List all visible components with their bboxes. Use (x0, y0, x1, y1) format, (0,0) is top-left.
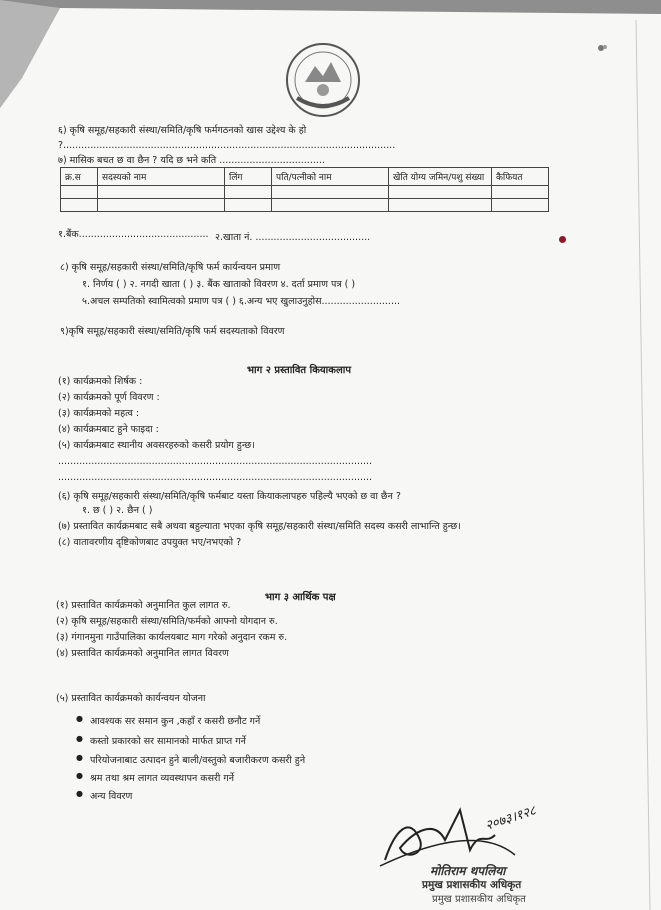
s3-item-4: (४) प्रस्तावित कार्यक्रमको अनुमानित लागत विवरण (56, 648, 229, 659)
bank-field: १.बैंक........................................... (58, 229, 209, 240)
s3-item-3: (३) गंगानमुना गाउँपालिका कार्यलयबाट माग गरेको अनुदान रकम रु. (56, 632, 288, 643)
s2-item-5: (५) कार्यक्रमबाट स्थानीय अवसरहरुको कसरी प्रयोग हुन्छ। (58, 440, 255, 451)
table-row (61, 199, 549, 212)
stamp-title: प्रमुख प्रशासकीय अधिकृत (422, 879, 522, 891)
question-8-options-1: १. निर्णय ( ) २. नगदी खाता ( ) ३. बैंक खाताको विवरण ४. दर्ता प्रमाण पत्र ( ) (82, 279, 356, 290)
question-9: ९)कृषि समूह/सहकारी संस्था/समिति/कृषि फर्म सदस्यताको विवरण (60, 326, 285, 337)
account-number-field: २.खाता नं. ...................................... (215, 232, 371, 243)
plan-bullet: ● श्रम तथा श्रम लागत व्यवस्थापन कसरी गर्ने (90, 771, 234, 784)
s2-item-1: (१) कार्यक्रमको शिर्षक : (58, 376, 143, 387)
s2-question-6: (६) कृषि समूह/सहकारी संस्था/समिति/कृषि फर्मबाट यस्ता कियाकलापहरु पहिल्यै भएको छ वा छैन ? (58, 491, 401, 502)
table-row (61, 186, 549, 199)
handwritten-signature (375, 800, 565, 870)
col-member-name: सदस्यको नाम (98, 168, 225, 186)
stamp-name: मोतिराम थपलिया (430, 864, 506, 878)
question-7: ७) मासिक बचत छ वा छैन ? यदि छ भने कति ................................... (58, 155, 325, 166)
question-8-options-2: ५.अचल सम्पतिको स्वामित्वको प्रमाण पत्र ( ) ६.अन्य भए खुलाउनुहोस.......................... (82, 296, 401, 307)
section-3-heading: भाग ३ आर्थिक पक्ष (265, 592, 336, 603)
plan-bullet: ● आवश्यक सर समान कुन ,कहाँ र कसरी छनौट गर्ने (90, 714, 260, 727)
s2-question-7: (७) प्रस्तावित कार्यक्रमबाट सबै अथवा बहुल्याता भएका कृषि समूह/सहकारी संस्था/समिति सदस्य कसरी लाभान्ति हुन्छ। (58, 521, 461, 532)
municipality-seal-logo (283, 40, 363, 120)
signature-date: २०७३।१२८ (483, 803, 538, 834)
member-table (60, 167, 549, 212)
question-6-answer-line: ?.............................................................................................................. (58, 140, 396, 151)
col-remarks: कैफियत (492, 168, 549, 186)
s3-question-5: (५) प्रस्तावित कार्यक्रमको कार्यन्वयन योजना (56, 693, 206, 704)
plan-bullet: ● कस्तो प्रकारको सर सामानको मार्फत प्राप्त गर्ने (90, 734, 246, 747)
table-header-row (61, 168, 549, 186)
plan-bullet: ● परियोजनाबाट उत्पादन हुने बाली/वस्तुको बजारीकरण कसरी हुने (90, 753, 305, 766)
s2-dotted-line-2: ........................................................................................................ (58, 472, 373, 483)
s2-item-4: (४) कार्यक्रमबाट हुने फाइदा : (58, 424, 159, 435)
col-spouse-name: पति/पत्नीको नाम (272, 168, 389, 186)
stamp-title-repeat: प्रमुख प्रशासकीय अधिकृत (432, 894, 526, 905)
s2-question-8: (८) वातावरणीय दृष्टिकोणबाट उपयुक्त भए/नभएको ? (58, 537, 242, 548)
col-gender: लिंग (225, 168, 272, 186)
question-6: ६) कृषि समूह/सहकारी संस्था/समिति/कृषि फर्मगठनको खास उद्देश्य के हो (58, 125, 307, 136)
col-land-livestock: खेति योग्य जमिन/पशु संख्या (389, 168, 492, 186)
s2-item-2: (२) कार्यक्रमको पूर्ण विवरण : (58, 392, 160, 403)
ink-smudge-icon (596, 42, 610, 54)
col-serial: क्र.स (61, 168, 98, 186)
s3-item-2: (२) कृषि समूह/सहकारी संस्था/समिति/फर्मको आफ्नो योगदान रु. (56, 616, 278, 627)
plan-bullet: ● अन्य विवरण (90, 789, 132, 802)
s3-item-1: (१) प्रस्तावित कार्यक्रमको अनुमानित कुल लागत रु. (56, 600, 231, 611)
question-8: ८) कृषि समूह/सहकारी संस्था/समिति/कृषि फर्म कार्यन्वयन प्रमाण (60, 262, 281, 273)
section-2-heading: भाग २ प्रस्तावित कियाकलाप (247, 365, 352, 376)
s2-question-6-options: १. छ ( ) २. छैन ( ) (82, 505, 153, 516)
s2-item-3: (३) कार्यक्रमको महत्व : (58, 408, 140, 419)
s2-dotted-line-1: ........................................................................................................ (58, 456, 373, 467)
ink-dot (559, 236, 566, 243)
